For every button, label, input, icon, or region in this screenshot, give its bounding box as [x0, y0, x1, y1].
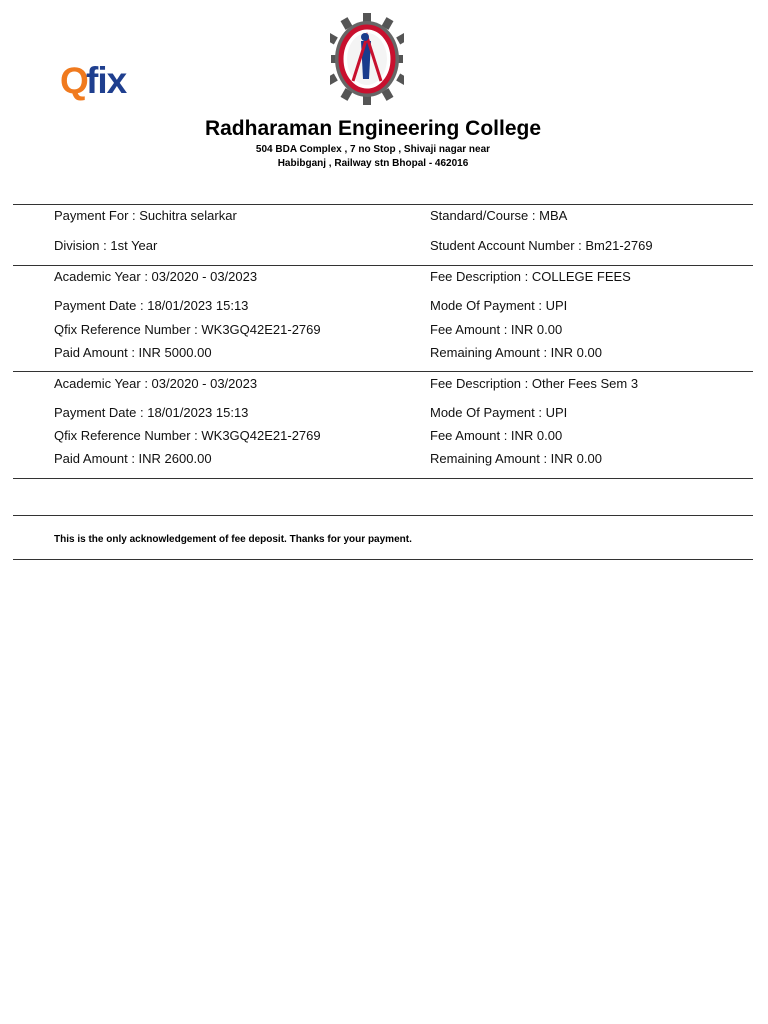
- college-emblem-icon: [330, 13, 404, 107]
- reference-number-field: Qfix Reference Number : WK3GQ42E21-2769: [54, 322, 321, 337]
- divider: [13, 559, 753, 560]
- payment-date-field: Payment Date : 18/01/2023 15:13: [54, 298, 249, 313]
- fee-description-field: Fee Description : COLLEGE FEES: [430, 269, 631, 284]
- divider: [13, 515, 753, 516]
- qfix-logo-fix: fix: [86, 60, 127, 101]
- divider: [13, 204, 753, 205]
- fee-description-field: Fee Description : Other Fees Sem 3: [430, 376, 639, 391]
- divider: [13, 371, 753, 372]
- acknowledgement-note: This is the only acknowledgement of fee deposit. Thanks for your payment.: [54, 534, 412, 545]
- qfix-logo: [60, 58, 144, 104]
- student-account-field: Student Account Number : Bm21-2769: [430, 238, 653, 253]
- mode-of-payment-field: Mode Of Payment : UPI: [430, 405, 568, 420]
- payment-for-field: Payment For : Suchitra selarkar: [54, 208, 237, 223]
- paid-amount-field: Paid Amount : INR 2600.00: [54, 451, 212, 466]
- college-address-line-1: 504 BDA Complex , 7 no Stop , Shivaji nagar near: [255, 144, 491, 155]
- qfix-logo-q: Q: [60, 60, 88, 101]
- mode-of-payment-field: Mode Of Payment : UPI: [430, 298, 568, 313]
- academic-year-field: Academic Year : 03/2020 - 03/2023: [54, 376, 258, 391]
- academic-year-field: Academic Year : 03/2020 - 03/2023: [54, 269, 258, 284]
- college-name: Radharaman Engineering College: [204, 117, 542, 140]
- payment-date-field: Payment Date : 18/01/2023 15:13: [54, 405, 249, 420]
- divider: [13, 265, 753, 266]
- divider: [13, 478, 753, 479]
- division-field: Division : 1st Year: [54, 238, 158, 253]
- reference-number-field: Qfix Reference Number : WK3GQ42E21-2769: [54, 428, 321, 443]
- standard-course-field: Standard/Course : MBA: [430, 208, 568, 223]
- fee-amount-field: Fee Amount : INR 0.00: [430, 322, 563, 337]
- remaining-amount-field: Remaining Amount : INR 0.00: [430, 345, 602, 360]
- remaining-amount-field: Remaining Amount : INR 0.00: [430, 451, 602, 466]
- college-address-line-2: Habibganj , Railway stn Bhopal - 462016: [277, 158, 469, 169]
- paid-amount-field: Paid Amount : INR 5000.00: [54, 345, 212, 360]
- fee-amount-field: Fee Amount : INR 0.00: [430, 428, 563, 443]
